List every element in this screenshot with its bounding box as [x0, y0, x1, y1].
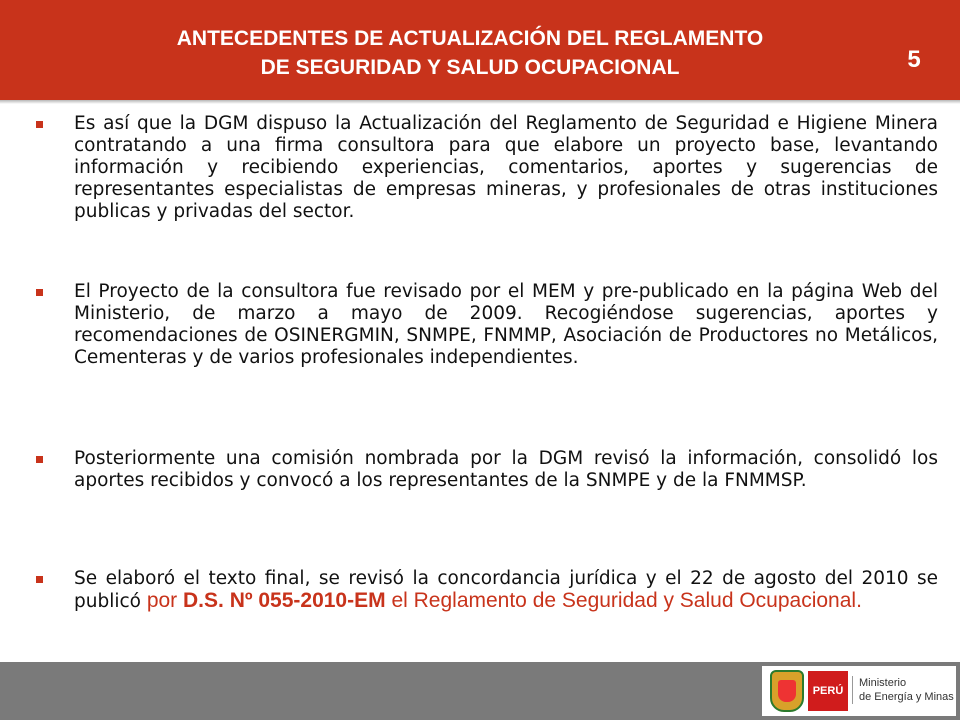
- coat-of-arms-icon: [770, 670, 804, 712]
- slide-title-line-2: DE SEGURIDAD Y SALUD OCUPACIONAL: [260, 56, 680, 79]
- bullet-item: [34, 113, 938, 223]
- bullet-text: Se elaboró el texto final, se revisó la concordancia jurídica y el 22 de agosto del 2010 se publicó: [74, 568, 938, 612]
- decree-suffix: el Reglamento de Seguridad y Salud Ocupacional.: [385, 589, 862, 612]
- decree-prefix: por: [140, 589, 184, 612]
- decree-number: D.S. Nº 055-2010-EM: [183, 589, 386, 612]
- ministry-name-line-2: de Energía y Minas: [859, 691, 954, 703]
- slide-title: [120, 24, 820, 82]
- bullet-text: Posteriormente una comisión nombrada por la DGM revisó la información, consolidó los aportes recibidos y convocó a los representantes de la SNMPE y de la FNMMSP.: [74, 448, 938, 491]
- bullet-item: [34, 448, 938, 492]
- peru-logo: PERÚ: [808, 671, 848, 711]
- title-bar-shadow: [0, 100, 960, 104]
- bullet-marker-icon: [36, 456, 43, 463]
- ministry-name-line-1: Ministerio: [859, 677, 907, 689]
- decree-reference: [141, 589, 862, 612]
- bullet-text: El Proyecto de la consultora fue revisado por el MEM y pre-publicado en la página Web del Ministerio, de marzo a mayo de 2009. Recogiéndose sugerencias, aportes y recomendaciones de OSINERGMIN, SNMPE, FNMMP, Asociación de Productores no Metálicos, Cementeras y de varios profesionales independientes.: [74, 281, 938, 368]
- bullet-item: [34, 568, 938, 613]
- bullet-marker-icon: [36, 289, 43, 296]
- page-number: 5: [907, 46, 921, 73]
- ministry-name: [852, 676, 956, 704]
- slide-title-line-1: ANTECEDENTES DE ACTUALIZACIÓN DEL REGLAMENTO: [176, 27, 764, 50]
- bullet-text: Es así que la DGM dispuso la Actualización del Reglamento de Seguridad e Higiene Minera contratando a una firma consultora para que elabore un proyecto base, levantando información y recibiendo experiencias, comentarios, aportes y sugerencias de representantes especialistas de empresas mineras, y profesionales de otras instituciones publicas y privadas del sector.: [74, 113, 938, 222]
- bullet-marker-icon: [36, 576, 43, 583]
- bullet-item: [34, 281, 938, 369]
- bullet-marker-icon: [36, 121, 43, 128]
